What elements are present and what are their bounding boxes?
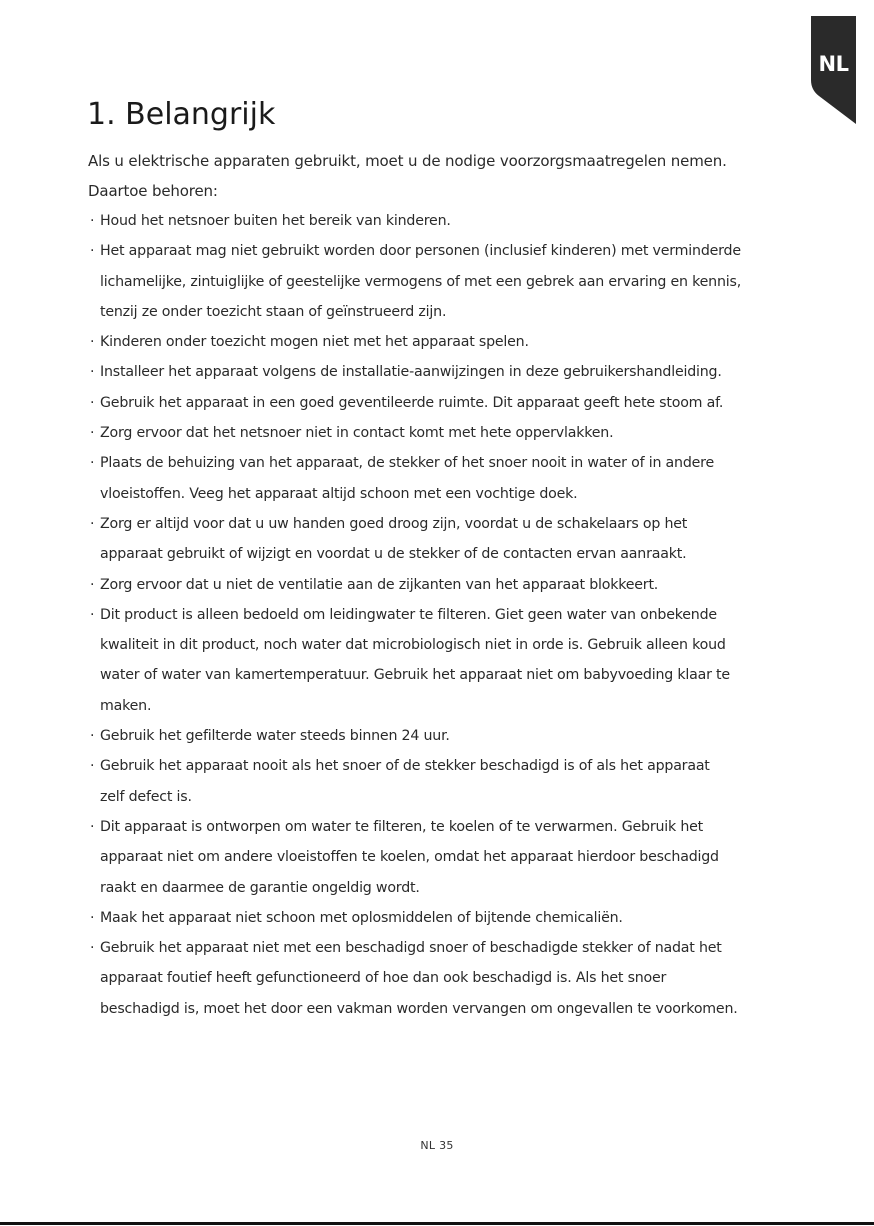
list-item-line: beschadigd is, moet het door een vakman worden vervangen om ongevallen te voorkomen. — [100, 1000, 738, 1017]
list-item — [88, 206, 798, 236]
bullet-marker: · — [90, 818, 95, 835]
list-item-line: tenzij ze onder toezicht staan of geïnstrueerd zijn. — [100, 303, 447, 320]
intro-line: Als u elektrische apparaten gebruikt, moet u de nodige voorzorgsmaatregelen nemen. — [88, 152, 727, 170]
bullet-marker: · — [90, 243, 95, 260]
list-item-line: Zorg ervoor dat het netsnoer niet in contact komt met hete oppervlakken. — [100, 425, 614, 442]
language-tab — [811, 16, 856, 124]
list-item-line: vloeistoffen. Veeg het apparaat altijd schoon met een vochtige doek. — [100, 485, 578, 502]
list-item — [88, 357, 798, 387]
list-item-line: Gebruik het apparaat nooit als het snoer of de stekker beschadigd is of als het apparaat — [100, 758, 710, 775]
list-item-line: water of water van kamertemperatuur. Gebruik het apparaat niet om babyvoeding klaar te — [100, 667, 730, 684]
bullet-marker: · — [90, 515, 95, 532]
list-item-line: Gebruik het gefilterde water steeds binnen 24 uur. — [100, 728, 450, 745]
list-item-line: Het apparaat mag niet gebruikt worden door personen (inclusief kinderen) met verminderde — [100, 243, 741, 260]
bullet-marker: · — [90, 606, 95, 623]
list-item-line: zelf defect is. — [100, 788, 192, 805]
intro-line: Daartoe behoren: — [88, 182, 218, 201]
list-item-line: apparaat foutief heeft gefunctioneerd of hoe dan ook beschadigd is. Als het snoer — [100, 970, 667, 987]
list-item-line: Gebruik het apparaat niet met een beschadigd snoer of beschadigde stekker of nadat het — [100, 940, 722, 957]
bullet-marker: · — [90, 394, 95, 411]
list-item — [88, 509, 798, 570]
bullet-marker: · — [90, 909, 95, 926]
list-item — [88, 751, 798, 812]
language-tab-label: NL — [818, 52, 849, 76]
list-item-line: Dit product is alleen bedoeld om leidingwater te filteren. Giet geen water van onbekende — [100, 606, 717, 623]
bullet-marker: · — [90, 425, 95, 442]
list-item-line: Zorg ervoor dat u niet de ventilatie aan de zijkanten van het apparaat blokkeert. — [100, 576, 659, 593]
bullet-marker: · — [90, 213, 95, 229]
bullet-marker: · — [90, 455, 95, 472]
list-item-line: apparaat niet om andere vloeistoffen te koelen, omdat het apparaat hierdoor beschadigd — [100, 849, 719, 866]
list-item-line: Plaats de behuizing van het apparaat, de stekker of het snoer nooit in water of in andere — [100, 455, 715, 472]
bottom-rule — [0, 1222, 874, 1225]
bullet-marker: · — [90, 334, 95, 351]
list-item — [88, 812, 798, 903]
list-item-line: maken. — [100, 697, 152, 714]
list-item — [88, 418, 798, 448]
list-item — [88, 721, 798, 751]
page-number: NL 35 — [420, 1139, 454, 1152]
bullet-marker: · — [90, 576, 95, 593]
list-item-line: raakt en daarmee de garantie ongeldig wordt. — [100, 879, 420, 896]
list-item-line: Houd het netsnoer buiten het bereik van kinderen. — [100, 213, 451, 229]
list-item-line: Installeer het apparaat volgens de installatie-aanwijzingen in deze gebruikershandleiding. — [100, 364, 722, 381]
list-item — [88, 388, 798, 418]
list-item-line: Zorg er altijd voor dat u uw handen goed droog zijn, voordat u de schakelaars op het — [100, 515, 688, 532]
list-item — [88, 236, 798, 327]
list-item-line: Maak het apparaat niet schoon met oplosmiddelen of bijtende chemicaliën. — [100, 909, 623, 926]
list-item — [88, 933, 798, 1024]
list-item-line: Dit apparaat is ontworpen om water te filteren, te koelen of te verwarmen. Gebruik het — [100, 818, 704, 835]
list-item — [88, 448, 798, 509]
list-item-line: Gebruik het apparaat in een goed geventileerde ruimte. Dit apparaat geeft hete stoom af. — [100, 394, 724, 411]
list-item — [88, 570, 798, 600]
list-item-line: kwaliteit in dit product, noch water dat microbiologisch niet in orde is. Gebruik alleen koud — [100, 637, 726, 654]
bullet-marker: · — [90, 758, 95, 775]
list-item — [88, 327, 798, 357]
list-item-line: Kinderen onder toezicht mogen niet met het apparaat spelen. — [100, 334, 529, 351]
bullet-marker: · — [90, 728, 95, 745]
intro-text — [88, 146, 808, 207]
safety-instructions-list — [88, 206, 798, 1024]
bullet-marker: · — [90, 940, 95, 957]
list-item — [88, 903, 798, 933]
list-item-line: apparaat gebruikt of wijzigt en voordat u de stekker of de contacten ervan aanraakt. — [100, 546, 687, 563]
bullet-marker: · — [90, 364, 95, 381]
list-item — [88, 600, 798, 721]
list-item-line: lichamelijke, zintuiglijke of geestelijke vermogens of met een gebrek aan ervaring en kennis, — [100, 273, 741, 290]
page-title: 1. Belangrijk — [87, 97, 276, 132]
